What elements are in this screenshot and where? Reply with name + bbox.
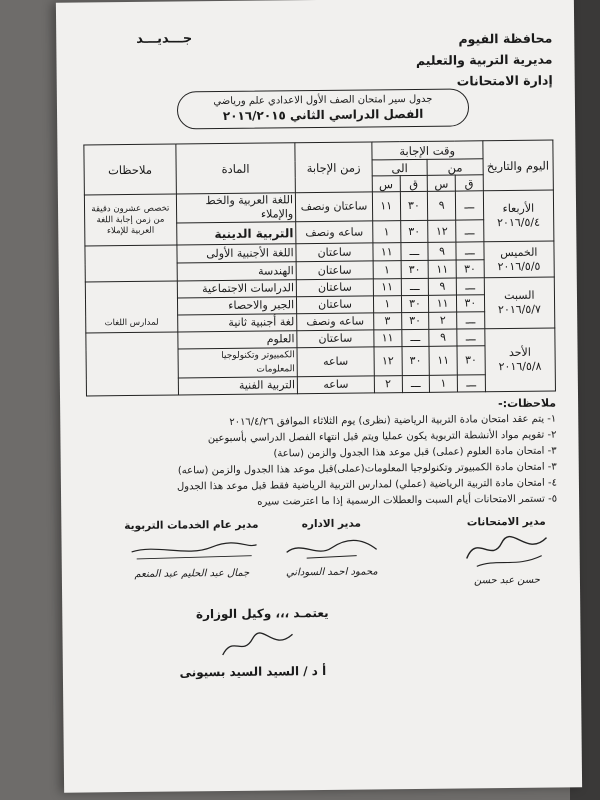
- to-minute: ٣٠: [400, 191, 428, 220]
- from-minute: ٣٠: [456, 260, 484, 278]
- handwritten-signature-icon: [116, 531, 266, 567]
- handwritten-signature-icon: [456, 528, 556, 573]
- day-date: ٢٠١٦/٥/٧: [497, 302, 541, 317]
- note-item: ٥- تستمر الامتحانات أيام السبت والعطلات الرسمية إذا ما اعترضت سيره: [257, 493, 558, 508]
- notes-section: [86, 396, 557, 513]
- from-hour: ٢: [429, 312, 457, 329]
- from-minute: ـــ: [456, 242, 484, 260]
- from-minute: ـــ: [455, 191, 483, 220]
- duration-cell: ساعتان: [297, 296, 374, 314]
- header-line: محافظة الفيوم: [458, 30, 553, 47]
- duration-cell: ساعتان: [296, 243, 373, 262]
- from-minute: ـــ: [457, 312, 485, 329]
- handwritten-signature-icon: [276, 529, 386, 564]
- col-header-s: س: [427, 175, 455, 191]
- note-cell: لمدارس اللغات: [85, 281, 177, 333]
- to-minute: ـــ: [401, 329, 429, 346]
- from-minute: ٣٠: [457, 346, 485, 375]
- note-item: ٣- امتحان مادة العلوم (عملى) قبل موعد هذا الجدول والزمن (ساعة): [273, 445, 557, 460]
- to-minute: ٣٠: [401, 312, 429, 329]
- subject-cell: الهندسة: [177, 262, 297, 281]
- from-hour: ١٢: [428, 220, 456, 242]
- from-hour: ٩: [428, 191, 456, 220]
- undersecretary-name: أ د / السيد السيد بسيونى: [179, 663, 327, 680]
- from-minute: ـــ: [457, 375, 485, 392]
- to-hour: ١: [373, 261, 401, 279]
- note-cell: تخصص عشرون دقيقة من زمن إجابة اللغة العربية للإملاء: [84, 194, 176, 246]
- subject-cell: اللغة الأجنبية الأولى: [177, 244, 297, 263]
- subject-cell: الجبر والاحصاء: [177, 297, 297, 315]
- day-cell: [483, 190, 554, 242]
- note-cell: [86, 332, 178, 396]
- duration-cell: ساعه ونصف: [296, 221, 373, 244]
- signature-title: مدير الامتحانات: [466, 515, 546, 529]
- signature-name: محمود احمد السوداني: [285, 566, 378, 579]
- to-hour: ١٢: [374, 347, 402, 376]
- from-hour: ١١: [429, 295, 457, 312]
- duration-cell: ساعتان: [297, 330, 374, 348]
- approval-line: يعتمـد ،،، وكيل الوزارة: [195, 605, 329, 622]
- day-name: الخميس: [500, 245, 538, 259]
- from-hour: ٩: [429, 278, 457, 295]
- col-header-q: ق: [400, 175, 428, 191]
- day-name: السبت: [504, 288, 535, 303]
- header-line: مديرية التربية والتعليم: [415, 51, 553, 68]
- duration-cell: ساعتان: [296, 279, 373, 297]
- signature-name: جمال عبد الحليم عبد المنعم: [134, 567, 250, 580]
- title-line-1: جدول سير امتحان الصف الأول الاعدادي علم ورياضي: [213, 93, 433, 108]
- document-page: [56, 0, 582, 793]
- new-label: جـــديـــد: [136, 31, 193, 47]
- note-item: ٢- تقويم مواد الأنشطة التربوية يكون عمليا ويتم قبل انتهاء الفصل الدراسي بأسبوعين: [207, 429, 557, 445]
- from-minute: ـــ: [456, 220, 484, 242]
- to-hour: ٢: [374, 376, 402, 393]
- day-cell: [484, 277, 555, 329]
- to-hour: ٣: [373, 313, 401, 330]
- duration-cell: ساعتان: [296, 261, 373, 280]
- duration-cell: ساعتان ونصف: [295, 192, 372, 222]
- from-hour: ٩: [428, 242, 456, 260]
- signature-title: مدير عام الخدمات التربوية: [124, 518, 259, 533]
- col-header-s: س: [372, 176, 400, 192]
- note-item: ٤- امتحان مادة التربية الرياضية (عملي) لمدارس التربية الرياضية فقط قبل موعد هذا الجدول: [176, 477, 557, 493]
- col-header-subject: المادة: [176, 143, 296, 194]
- col-header-day-date: اليوم والتاريخ: [483, 140, 554, 191]
- col-header-notes: ملاحظات: [84, 144, 176, 195]
- to-hour: ١: [373, 221, 401, 243]
- col-header-answer-time: وقت الإجابة: [372, 141, 483, 160]
- to-minute: ٣٠: [401, 260, 429, 278]
- col-header-to: الى: [372, 159, 428, 176]
- from-hour: ١١: [428, 260, 456, 278]
- from-minute: ـــ: [456, 278, 484, 295]
- header-line: إدارة الامتحانات: [456, 72, 553, 89]
- col-header-from: من: [427, 159, 483, 176]
- to-minute: ـــ: [402, 375, 430, 392]
- signature-title: مدير الاداره: [301, 517, 362, 531]
- from-minute: ٣٠: [456, 295, 484, 312]
- services-director-signature: [111, 519, 272, 581]
- from-minute: ـــ: [457, 329, 485, 346]
- to-minute: ـــ: [401, 278, 429, 295]
- title-line-2: الفصل الدراسي الثاني ٢٠١٦/٢٠١٥: [222, 106, 424, 123]
- signature-name: حسن عبد حسن: [473, 574, 541, 587]
- from-hour: ١: [430, 375, 458, 392]
- notes-heading: ملاحظات:-: [498, 396, 557, 411]
- duration-cell: ساعه ونصف: [297, 313, 374, 331]
- exam-schedule-table: [83, 140, 556, 397]
- subject-cell: التربية الدينية: [176, 222, 296, 245]
- note-item: ١- يتم عقد امتحان مادة التربية الرياضية (نظرى) يوم الثلاثاء الموافق ٢٠١٦/٤/٢٦: [229, 413, 557, 428]
- undersecretary-signature-icon: [212, 626, 302, 663]
- to-minute: ـــ: [400, 242, 428, 260]
- admin-director-signature: [271, 517, 392, 578]
- note-item: ٣- امتحان مادة الكمبيوتر وتكنولوجيا المعلومات(عملى)قبل موعد هذا الجدول والزمن (ساعه): [177, 461, 557, 477]
- duration-cell: ساعه: [297, 347, 374, 377]
- to-hour: ١١: [373, 243, 401, 261]
- to-minute: ٣٠: [402, 346, 430, 375]
- subject-cell: الدراسات الاجتماعية: [177, 280, 297, 298]
- day-cell: [484, 328, 555, 392]
- to-hour: ١: [373, 296, 401, 313]
- header-authority: [416, 28, 553, 92]
- subject-cell: التربية الفنية: [178, 377, 298, 395]
- day-name: الأحد: [508, 345, 531, 360]
- to-hour: ١١: [372, 192, 400, 221]
- document-title: [177, 88, 469, 129]
- to-minute: ٣٠: [401, 295, 429, 312]
- from-hour: ٩: [429, 329, 457, 346]
- subject-cell: العلوم: [178, 331, 298, 349]
- to-hour: ١١: [373, 279, 401, 296]
- col-header-duration: زمن الإجابة: [295, 142, 372, 193]
- col-header-q: ق: [455, 175, 483, 191]
- to-hour: ١١: [374, 330, 402, 347]
- day-cell: [484, 241, 555, 278]
- from-hour: ١١: [429, 346, 457, 375]
- to-minute: ٣٠: [400, 220, 428, 242]
- day-date: ٢٠١٦/٥/٨: [498, 359, 542, 374]
- duration-cell: ساعه: [297, 376, 374, 394]
- day-date: ٢٠١٦/٥/٥: [497, 259, 541, 273]
- subject-cell: الكمبيوتر وتكنولوجيا المعلومات: [178, 348, 298, 378]
- subject-cell: اللغة العربية والخط والإملاء: [176, 193, 296, 223]
- subject-cell: لغة أجنبية ثانية: [177, 314, 297, 332]
- note-cell: [85, 245, 177, 282]
- day-name: الأربعاء: [502, 201, 535, 216]
- exams-director-signature: [451, 515, 562, 586]
- day-date: ٢٠١٦/٥/٤: [497, 215, 541, 230]
